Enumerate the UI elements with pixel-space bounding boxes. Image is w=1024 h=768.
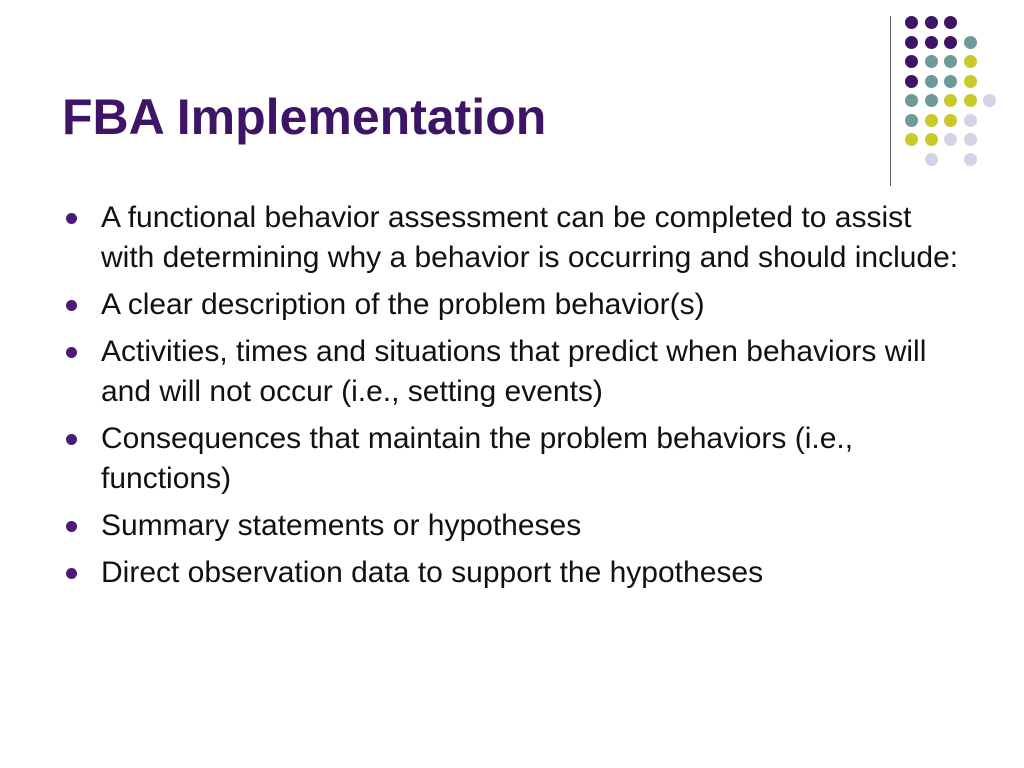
decorative-dot-icon (944, 55, 957, 68)
decorative-dot-icon (964, 153, 977, 166)
decorative-dot-icon (905, 36, 918, 49)
decorative-dot-icon (925, 36, 938, 49)
decorative-dot-icon (905, 75, 918, 88)
decorative-dot-icon (944, 94, 957, 107)
decorative-dot-icon (983, 94, 996, 107)
decorative-dot-icon (944, 114, 957, 127)
bullet-dot-icon (66, 213, 77, 224)
decorative-dot-icon (925, 133, 938, 146)
decorative-dot-icon (925, 75, 938, 88)
bullet-text: Activities, times and situations that predict when behaviors will and will not occur (i.e., setting events) (101, 335, 927, 408)
bullet-item (66, 198, 966, 278)
decorative-dot-icon (944, 75, 957, 88)
bullet-item (66, 332, 966, 412)
bullet-text: Direct observation data to support the hypotheses (101, 556, 764, 589)
decorative-dot-icon (905, 55, 918, 68)
bullet-list (66, 198, 966, 600)
bullet-text: A clear description of the problem behavior(s) (101, 288, 705, 321)
title-divider-line (890, 16, 891, 186)
decorative-dot-icon (925, 55, 938, 68)
decorative-dot-icon (964, 114, 977, 127)
bullet-text: A functional behavior assessment can be completed to assist with determining why a behavior is occurring and should include: (101, 201, 959, 274)
bullet-item (66, 553, 966, 593)
bullet-dot-icon (66, 434, 77, 445)
bullet-dot-icon (66, 300, 77, 311)
decorative-dot-icon (925, 94, 938, 107)
bullet-item (66, 285, 966, 325)
decorative-dot-icon (944, 133, 957, 146)
bullet-dot-icon (66, 568, 77, 579)
bullet-item (66, 506, 966, 546)
decorative-dot-icon (905, 94, 918, 107)
decorative-dot-icon (944, 16, 957, 29)
decorative-dot-icon (964, 36, 977, 49)
bullet-item (66, 419, 966, 499)
decorative-dot-icon (925, 114, 938, 127)
bullet-text: Summary statements or hypotheses (101, 509, 582, 542)
decorative-dot-icon (925, 153, 938, 166)
decorative-dot-icon (944, 36, 957, 49)
decorative-dot-icon (964, 133, 977, 146)
decorative-dot-icon (964, 75, 977, 88)
slide-title: FBA Implementation (62, 89, 547, 145)
decorative-dot-icon (964, 55, 977, 68)
bullet-dot-icon (66, 347, 77, 358)
decorative-dot-icon (905, 114, 918, 127)
bullet-dot-icon (66, 521, 77, 532)
decorative-dot-icon (905, 16, 918, 29)
decorative-dot-icon (905, 133, 918, 146)
decorative-dot-icon (925, 16, 938, 29)
decorative-dot-icon (964, 94, 977, 107)
bullet-text: Consequences that maintain the problem behaviors (i.e., functions) (101, 422, 854, 495)
